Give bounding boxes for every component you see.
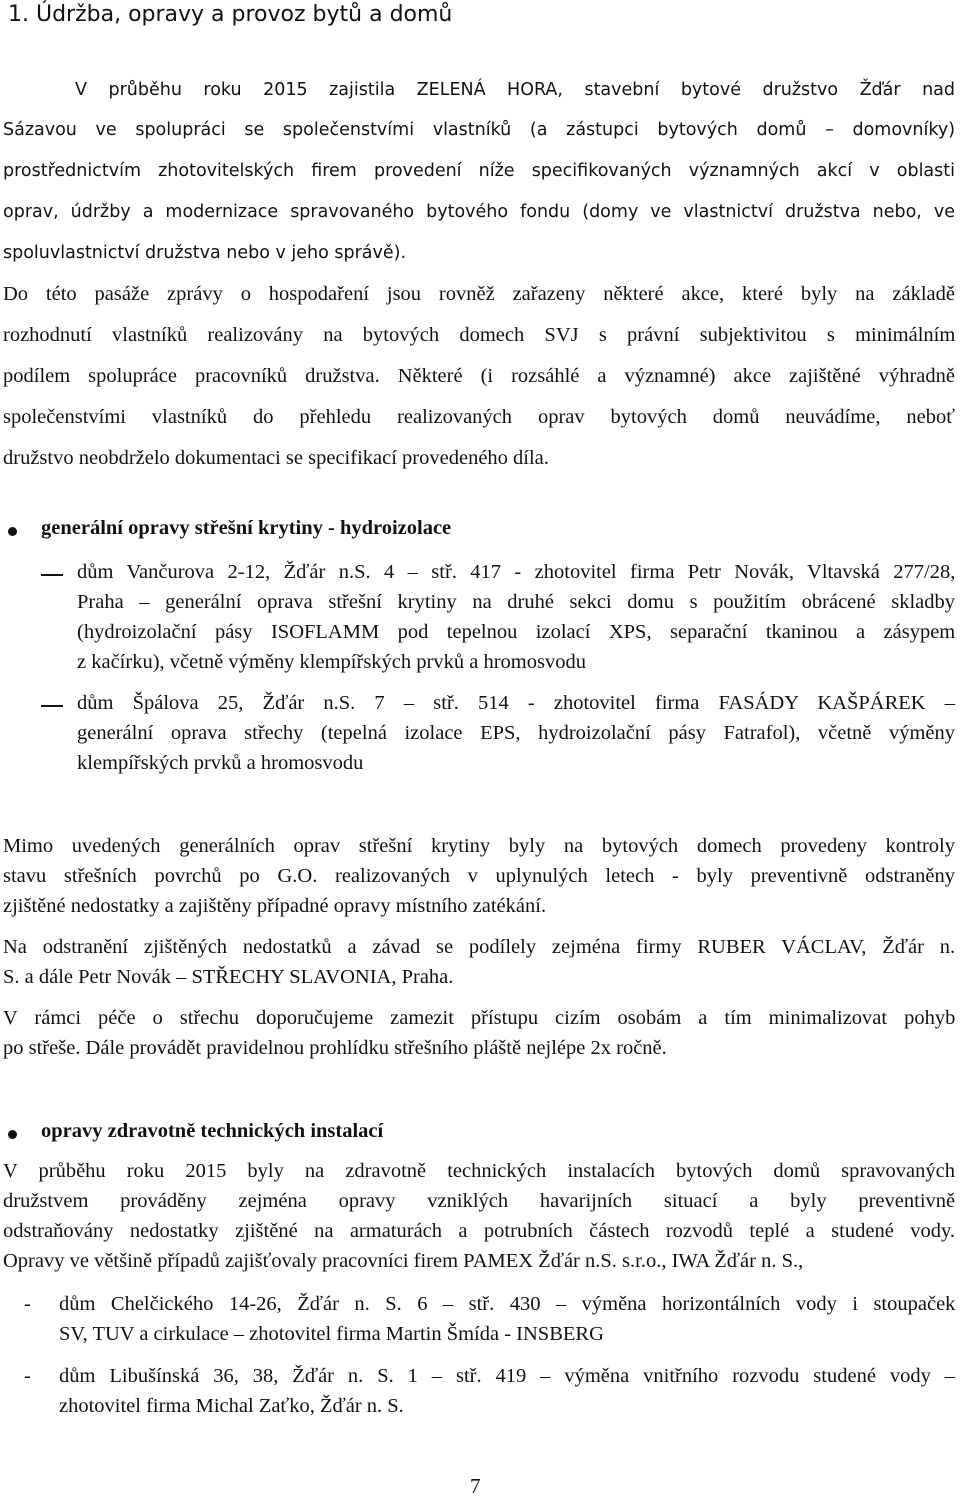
bullet-icon xyxy=(8,527,17,536)
para4-line: S. a dále Petr Novák – STŘECHY SLAVONIA, Praha. xyxy=(3,966,454,988)
para2-line: podílem spolupráce pracovníků družstva. Některé (i rozsáhlé a významné) akce zajištěné výhradně xyxy=(3,365,955,387)
list-marker: - xyxy=(24,1365,31,1387)
para3-line: zjištěné nedostatky a zajištěny případné opravy místního zatékání. xyxy=(3,895,547,917)
intro-line: V průběhu roku 2015 zajistila ZELENÁ HORA, stavební bytové družstvo Žďár nad xyxy=(75,80,955,100)
section2-item-line: zhotovitel firma Michal Zaťko, Žďár n. S. xyxy=(59,1395,404,1417)
section1-item-line: Praha – generální oprava střešní krytiny na druhé sekci domu s použitím obrácené skladby xyxy=(77,591,955,613)
para2-line: rozhodnutí vlastníků realizovány na bytových domech SVJ s právní subjektivitou s minimálním xyxy=(3,324,956,346)
bullet-icon xyxy=(8,1130,17,1139)
section-heading: 1. Údržba, opravy a provoz bytů a domů xyxy=(8,2,453,27)
para3-line: stavu střešních povrchů po G.O. realizovaných v uplynulých letech - byly preventivně odstraněny xyxy=(3,865,955,887)
section1-item-line: dům Vančurova 2-12, Žďár n.S. 4 – stř. 417 - zhotovitel firma Petr Novák, Vltavská 277/28, xyxy=(77,561,956,583)
section2-para-line: odstraňovány nedostatky zjištěné na armaturách a potrubních částech rozvodů teplé a studené vody. xyxy=(3,1220,955,1242)
section2-item-line: dům Chelčického 14-26, Žďár n. S. 6 – stř. 430 – výměna horizontálních vody i stoupaček xyxy=(59,1293,956,1315)
section2-para-line: V průběhu roku 2015 byly na zdravotně technických instalacích bytových domů spravovaných xyxy=(3,1160,955,1182)
section2-para-line: Opravy ve většině případů zajišťovaly pracovníci firem PAMEX Žďár n.S. s.r.o., IWA Žďár n. S., xyxy=(3,1250,804,1272)
dash-icon xyxy=(41,705,63,707)
para5-line: po střeše. Dále provádět pravidelnou prohlídku střešního pláště nejlépe 2x ročně. xyxy=(3,1037,667,1059)
para2-line: společenstvími vlastníků do přehledu realizovaných oprav bytových domů neuvádíme, neboť xyxy=(3,406,955,428)
section1-item-line: generální oprava střechy (tepelná izolace EPS, hydroizolační pásy Fatrafol), včetně výměny xyxy=(77,722,955,744)
intro-line: Sázavou ve spolupráci se společenstvími vlastníků (a zástupci bytových domů – domovníky) xyxy=(3,120,956,140)
section1-item-line: dům Špálova 25, Žďár n.S. 7 – stř. 514 - zhotovitel firma FASÁDY KAŠPÁREK – xyxy=(77,692,955,714)
intro-line: prostřednictvím zhotovitelských firem provedení níže specifikovaných významných akcí v oblasti xyxy=(3,161,955,181)
section2-title: opravy zdravotně technických instalací xyxy=(41,1120,384,1142)
page-number: 7 xyxy=(470,1474,481,1498)
section1-item-line: z kačírku), včetně výměny klempířských prvků a hromosvodu xyxy=(77,651,586,673)
section1-title: generální opravy střešní krytiny - hydroizolace xyxy=(41,517,452,539)
para2-line: družstvo neobdrželo dokumentaci se specifikací provedeného díla. xyxy=(3,447,549,469)
intro-line: spoluvlastnictví družstva nebo v jeho správě). xyxy=(3,243,407,263)
section1-item-line: (hydroizolační pásy ISOFLAMM pod tepelnou izolací XPS, separační tkaninou a zásypem xyxy=(77,621,956,643)
section2-item-line: SV, TUV a cirkulace – zhotovitel firma Martin Šmída - INSBERG xyxy=(59,1323,604,1345)
section1-item-line: klempířských prvků a hromosvodu xyxy=(77,752,364,774)
dash-icon xyxy=(41,574,63,576)
para5-line: V rámci péče o střechu doporučujeme zamezit přístupu cizím osobám a tím minimalizovat pohyb xyxy=(3,1007,956,1029)
para2-line: Do této pasáže zprávy o hospodaření jsou rovněž zařazeny některé akce, které byly na základě xyxy=(3,283,955,305)
para4-line: Na odstranění zjištěných nedostatků a závad se podílely zejména firmy RUBER VÁCLAV, Žďár n. xyxy=(3,936,956,958)
list-marker: - xyxy=(24,1293,31,1315)
intro-line: oprav, údržby a modernizace spravovaného bytového fondu (domy ve vlastnictví družstva nebo, ve xyxy=(3,202,955,222)
section2-item-line: dům Libušínská 36, 38, Žďár n. S. 1 – stř. 419 – výměna vnitřního rozvodu studené vody – xyxy=(59,1365,955,1387)
section2-para-line: družstvem prováděny zejména opravy vzniklých havarijních situací a byly preventivně xyxy=(3,1190,956,1212)
para3-line: Mimo uvedených generálních oprav střešní krytiny byly na bytových domech provedeny kontroly xyxy=(3,835,955,857)
